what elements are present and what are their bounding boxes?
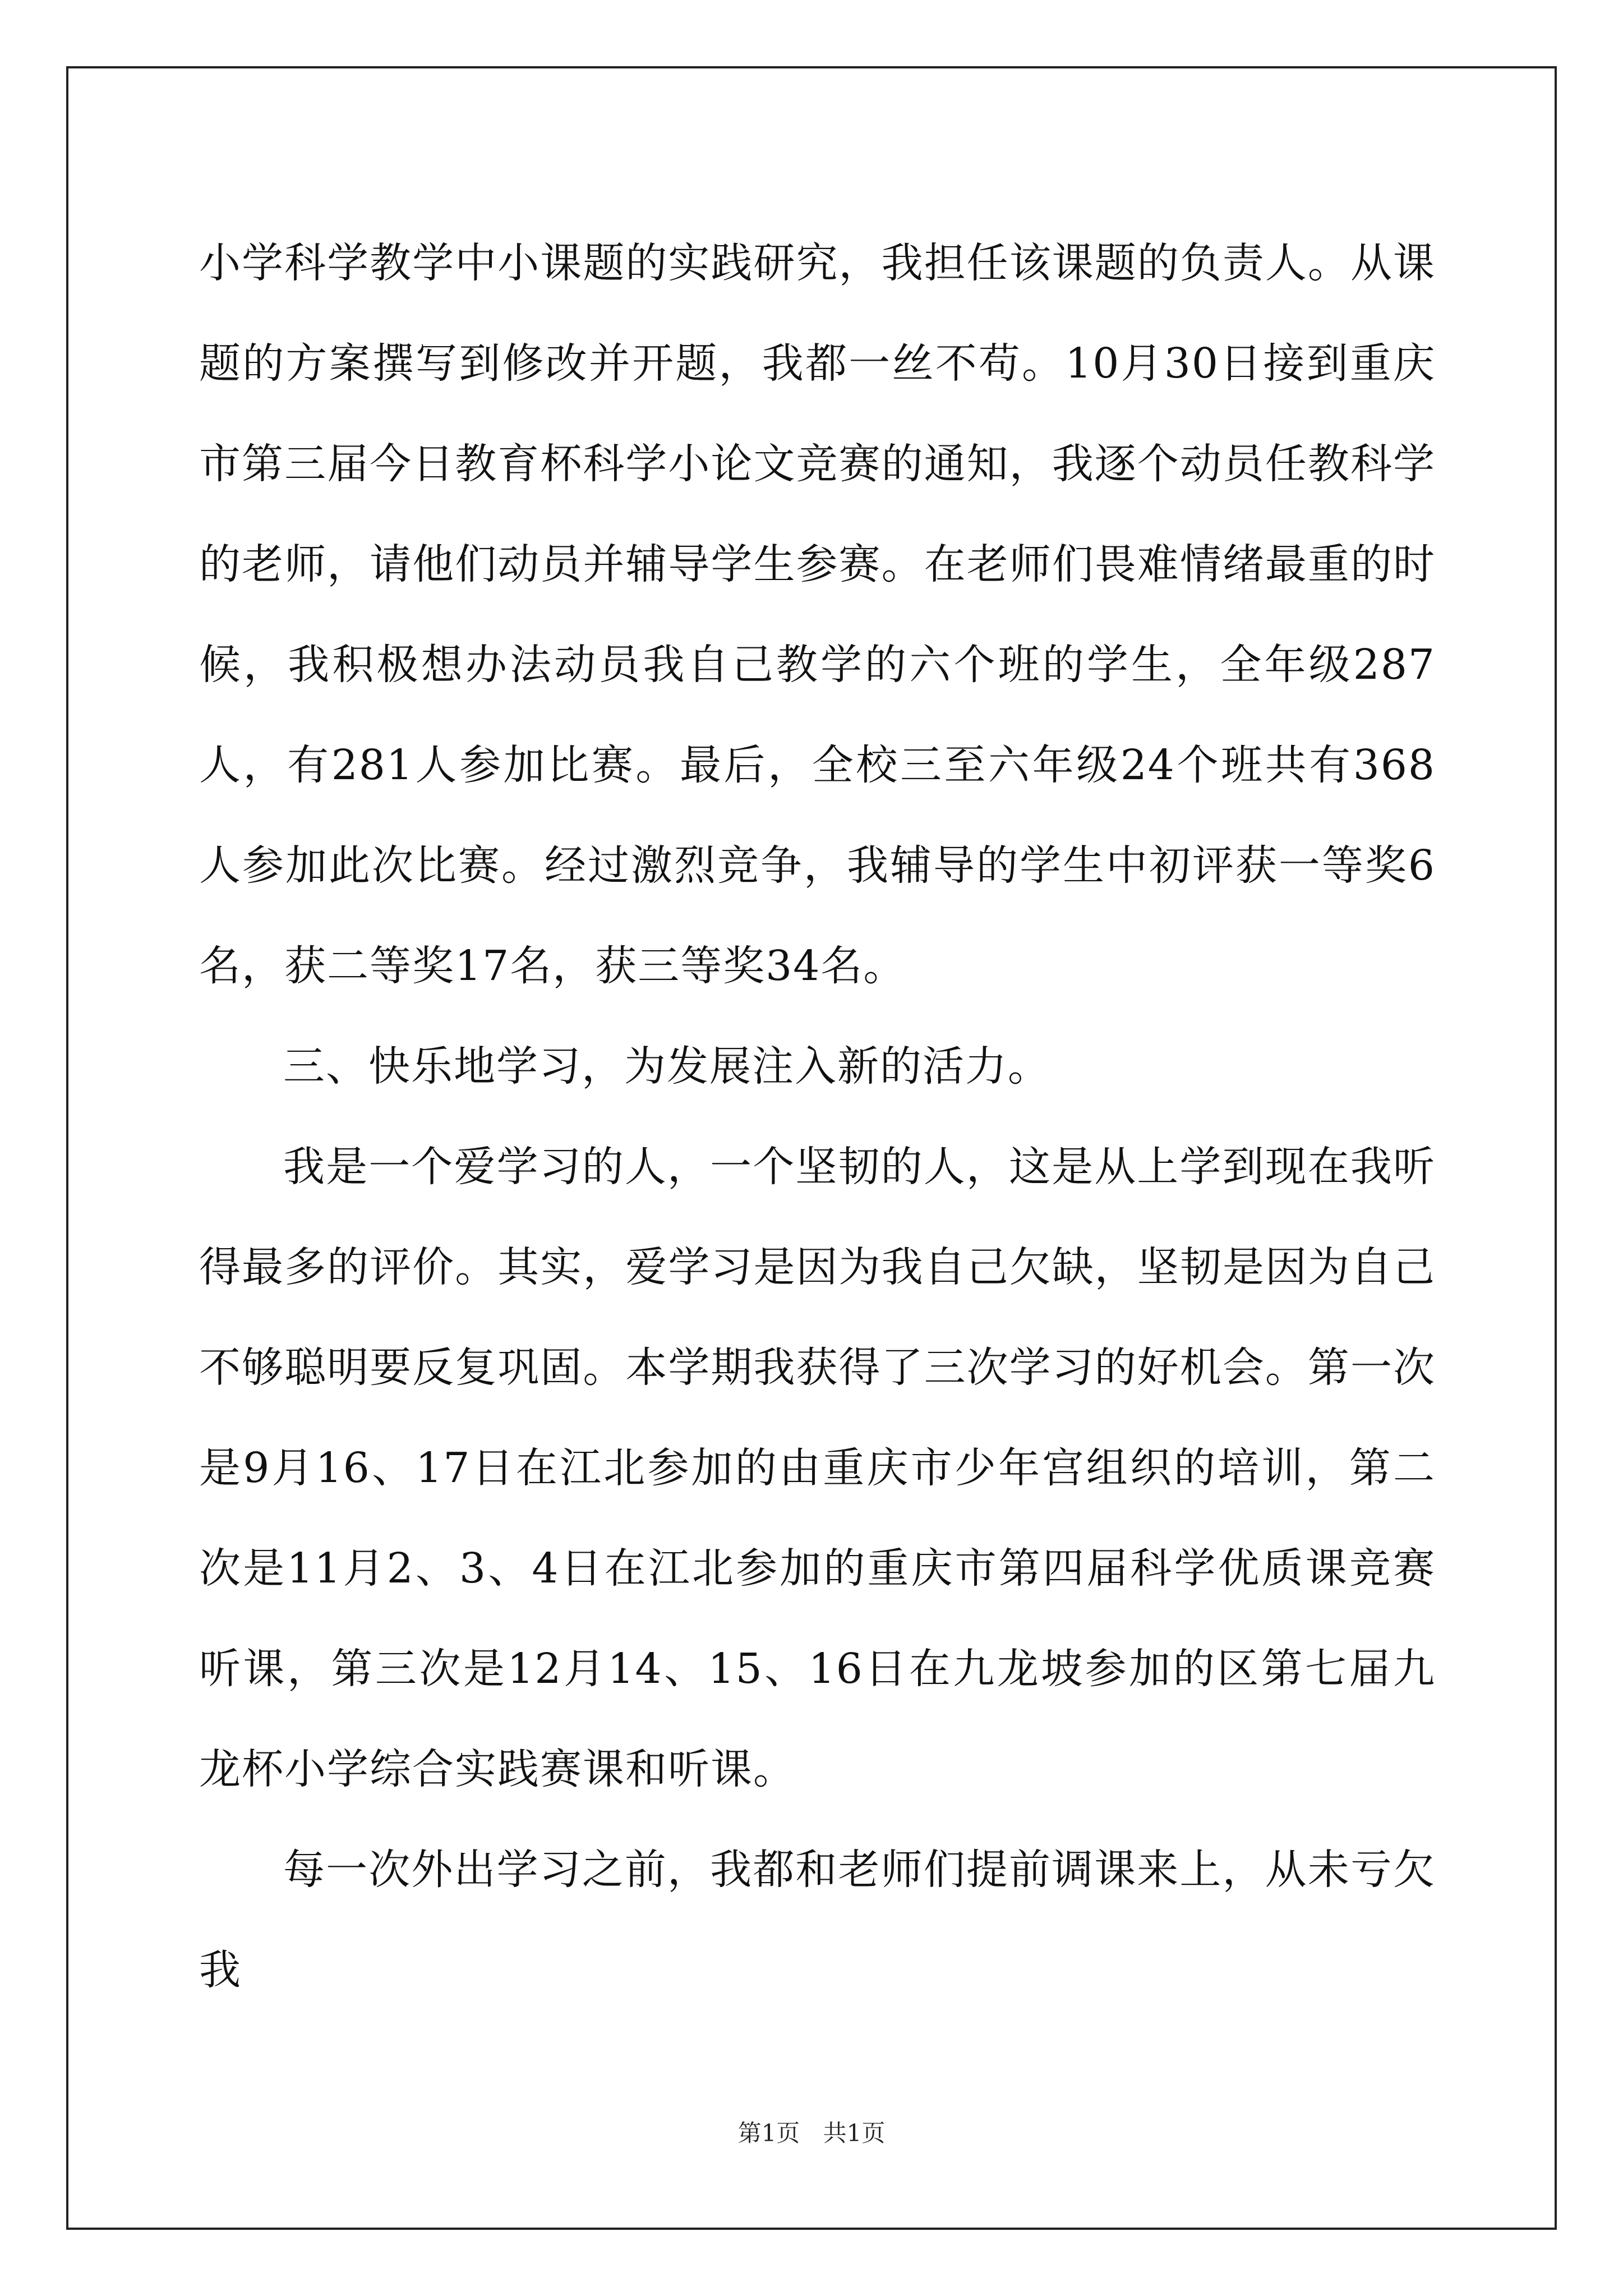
page-number-total: 共1页 bbox=[823, 2119, 886, 2147]
document-body bbox=[199, 213, 1436, 2021]
page-footer bbox=[0, 2115, 1623, 2148]
paragraph-learning: 我是一个爱学习的人，一个坚韧的人，这是从上学到现在我听得最多的评价。其实，爱学习是因为我自己欠缺，坚韧是因为自己不够聪明要反复巩固。本学期我获得了三次学习的好机会。第一次是9月16、17日在江北参加的由重庆市少年宫组织的培训，第二次是11月2、3、4日在江北参加的重庆市第四届科学优质课竞赛听课，第三次是12月14、15、16日在九龙坡参加的区第七届九龙杯小学综合实践赛课和听课。 bbox=[199, 1143, 1436, 1793]
page-number-current: 第1页 bbox=[737, 2119, 800, 2147]
paragraph-trailing: 每一次外出学习之前，我都和老师们提前调课来上，从未亏欠我 bbox=[199, 1846, 1436, 1994]
paragraph-continuation: 小学科学教学中小课题的实践研究，我担任该课题的负责人。从课题的方案撰写到修改并开题，我都一丝不苟。10月30日接到重庆市第三届今日教育杯科学小论文竞赛的通知，我逐个动员任教科学的老师，请他们动员并辅导学生参赛。在老师们畏难情绪最重的时候，我积极想办法动员我自己教学的六个班的学生，全年级287人，有281人参加比赛。最后，全校三至六年级24个班共有368人参加此次比赛。经过激烈竞争，我辅导的学生中初评获一等奖6名，获二等奖17名，获三等奖34名。 bbox=[199, 239, 1436, 990]
section-heading: 三、快乐地学习，为发展注入新的活力。 bbox=[283, 1042, 1050, 1091]
